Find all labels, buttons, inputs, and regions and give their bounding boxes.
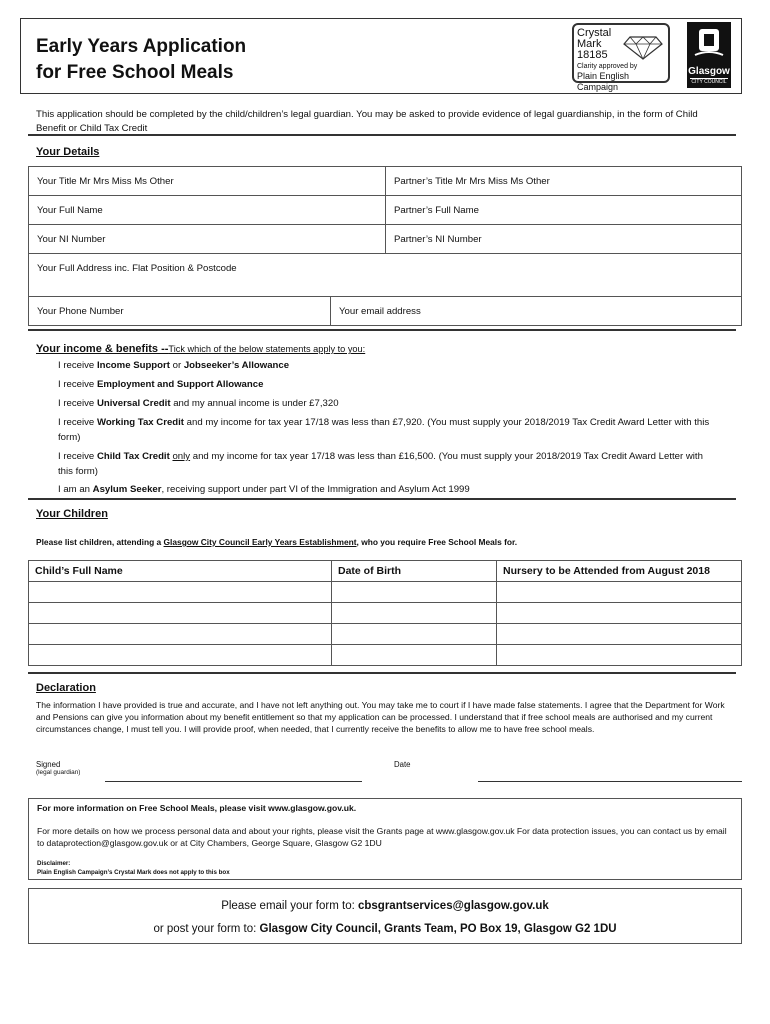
crystal-mark-line2: Mark — [577, 38, 602, 50]
divider — [28, 672, 736, 674]
partner-full-name-field[interactable]: Partner’s Full Name — [385, 195, 742, 225]
crest-icon — [692, 25, 726, 61]
date-line[interactable] — [478, 781, 742, 782]
table-row — [29, 645, 742, 666]
option-text: I receive — [58, 379, 97, 390]
option-text: I receive — [58, 451, 97, 462]
option-benefit: Income Support — [96, 360, 170, 371]
your-full-name-field[interactable]: Your Full Name — [28, 195, 386, 225]
disclaimer-title: Disclaimer: — [37, 860, 71, 867]
option-text: or — [169, 360, 184, 371]
intro-text: This application should be completed by the child/children’s legal guardian. You may be asked to provide evidence of legal guardianship, in the form of Child Benefit or Child Tax Credit — [36, 109, 698, 134]
table-row — [29, 603, 742, 624]
post-prefix: or post your form to: — [153, 923, 260, 935]
post-address: Glasgow City Council, Grants Team, PO Box 19, Glasgow G2 1DU — [259, 923, 617, 935]
table-row — [29, 624, 742, 645]
signed-sublabel: (legal guardian) — [36, 769, 81, 776]
children-table — [28, 560, 742, 666]
child-name-cell[interactable] — [29, 582, 332, 603]
glasgow-council-logo — [687, 22, 731, 88]
info-line2: For more details on how we process personal data and about your rights, please visit the Grants page at www.glasgow.gov.uk For data protection issues, you can contact us by email to dataprotection@glasgow.gov.uk or at City Chambers, George Square, Glasgow G2 1DU — [37, 826, 727, 848]
child-name-cell[interactable] — [29, 624, 332, 645]
email-field[interactable]: Your email address — [330, 296, 742, 326]
child-name-cell[interactable] — [29, 603, 332, 624]
dob-cell[interactable] — [332, 603, 497, 624]
instruction-text: Please list children, attending a — [36, 537, 164, 547]
email-address[interactable]: cbsgrantservices@glasgow.gov.uk — [357, 900, 549, 912]
signed-label: Signed — [36, 760, 61, 769]
dob-cell[interactable] — [332, 582, 497, 603]
declaration-text: The information I have provided is true and accurate, and I have not left anything out. You may take me to court if I have made false statements. I agree that the Department for Work and Pensions can give you information about my benefit entitlement so that my application can be processed. I understand that if free school meals are authorised and my current circumstances change, I must tell you. I will provide proof, when needed, that I currently receive the benefits to allow me to have free school meals. — [36, 700, 725, 734]
council-name: Glasgow — [688, 66, 730, 77]
section-heading-details: Your Details — [36, 146, 100, 158]
option-text: I receive — [58, 398, 97, 409]
divider — [28, 498, 736, 500]
income-option[interactable] — [58, 358, 718, 373]
crystal-mark-number: 18185 — [577, 49, 608, 61]
income-option[interactable] — [58, 449, 718, 479]
section-heading-children: Your Children — [36, 508, 108, 520]
send-box — [28, 888, 742, 944]
option-text: I receive — [58, 360, 97, 371]
partner-title-field[interactable]: Partner’s Title Mr Mrs Miss Ms Other — [385, 166, 742, 196]
children-instruction — [36, 537, 517, 547]
page-title-line1: Early Years Application — [36, 36, 247, 57]
table-header-row — [29, 561, 742, 582]
email-prefix: Please email your form to: — [221, 900, 358, 912]
income-option[interactable] — [58, 482, 718, 497]
nursery-cell[interactable] — [497, 582, 742, 603]
nursery-cell[interactable] — [497, 624, 742, 645]
council-sub: CITY COUNCIL — [691, 79, 727, 85]
option-text: and my income for tax year 17/18 was less than £16,500. (You must supply your 2018/2019 Tax Credit Award Letter with this form) — [58, 451, 703, 477]
your-title-field[interactable]: Your Title Mr Mrs Miss Ms Other — [28, 166, 386, 196]
income-option[interactable] — [58, 396, 718, 411]
income-instruction: Tick which of the below statements apply to you: — [168, 344, 366, 354]
info-box — [28, 798, 742, 880]
option-benefit: Asylum Seeker — [92, 484, 162, 495]
crystal-mark-org: Plain English Campaign — [577, 71, 630, 92]
option-benefit: Employment and Support Allowance — [96, 379, 264, 390]
option-text: I am an — [58, 484, 93, 495]
post-line — [29, 923, 741, 935]
crystal-mark-logo — [572, 23, 670, 92]
income-heading-row — [36, 339, 365, 357]
option-text: and my income for tax year 17/18 was less than £7,920. (You must supply your 2018/2019 Tax Credit Award Letter with this form) — [58, 417, 710, 443]
crystal-mark-line1: Crystal — [577, 27, 612, 39]
phone-field[interactable]: Your Phone Number — [28, 296, 331, 326]
option-benefit: Child Tax Credit — [96, 451, 170, 462]
instruction-text: , who you require Free School Meals for. — [356, 537, 518, 547]
section-heading-income: Your income & benefits -- — [36, 343, 169, 355]
your-ni-number-field[interactable]: Your NI Number — [28, 224, 386, 254]
partner-ni-number-field[interactable]: Partner’s NI Number — [385, 224, 742, 254]
diamond-icon — [622, 31, 664, 61]
income-option[interactable] — [58, 415, 718, 445]
divider — [28, 329, 736, 331]
option-benefit: Universal Credit — [96, 398, 171, 409]
dob-cell[interactable] — [332, 624, 497, 645]
section-heading-declaration: Declaration — [36, 682, 96, 694]
divider — [28, 134, 736, 136]
option-benefit: Jobseeker’s Allowance — [183, 360, 290, 371]
option-text: and my annual income is under £7,320 — [170, 398, 339, 409]
info-line1: For more information on Free School Meals, please visit www.glasgow.gov.uk. — [37, 803, 357, 813]
date-label: Date — [394, 760, 411, 769]
column-header: Date of Birth — [332, 561, 497, 582]
option-emphasis: only — [172, 451, 191, 462]
option-benefit: Working Tax Credit — [96, 417, 185, 428]
signature-line[interactable] — [105, 781, 362, 782]
disclaimer-text: Plain English Campaign’s Crystal Mark does not apply to this box — [37, 869, 230, 876]
nursery-cell[interactable] — [497, 645, 742, 666]
instruction-establishment: Glasgow City Council Early Years Establishment — [163, 537, 357, 547]
child-name-cell[interactable] — [29, 645, 332, 666]
page-title-line2: for Free School Meals — [36, 62, 234, 83]
table-row — [29, 582, 742, 603]
email-line — [29, 900, 741, 912]
column-header: Child’s Full Name — [29, 561, 332, 582]
crystal-mark-clarity: Clarity approved by — [577, 63, 638, 70]
option-text: I receive — [58, 417, 97, 428]
income-option[interactable] — [58, 377, 718, 392]
dob-cell[interactable] — [332, 645, 497, 666]
address-field[interactable]: Your Full Address inc. Flat Position & Postcode — [28, 253, 742, 297]
option-text: , receiving support under part VI of the Immigration and Asylum Act 1999 — [161, 484, 470, 495]
column-header: Nursery to be Attended from August 2018 — [497, 561, 742, 582]
nursery-cell[interactable] — [497, 603, 742, 624]
